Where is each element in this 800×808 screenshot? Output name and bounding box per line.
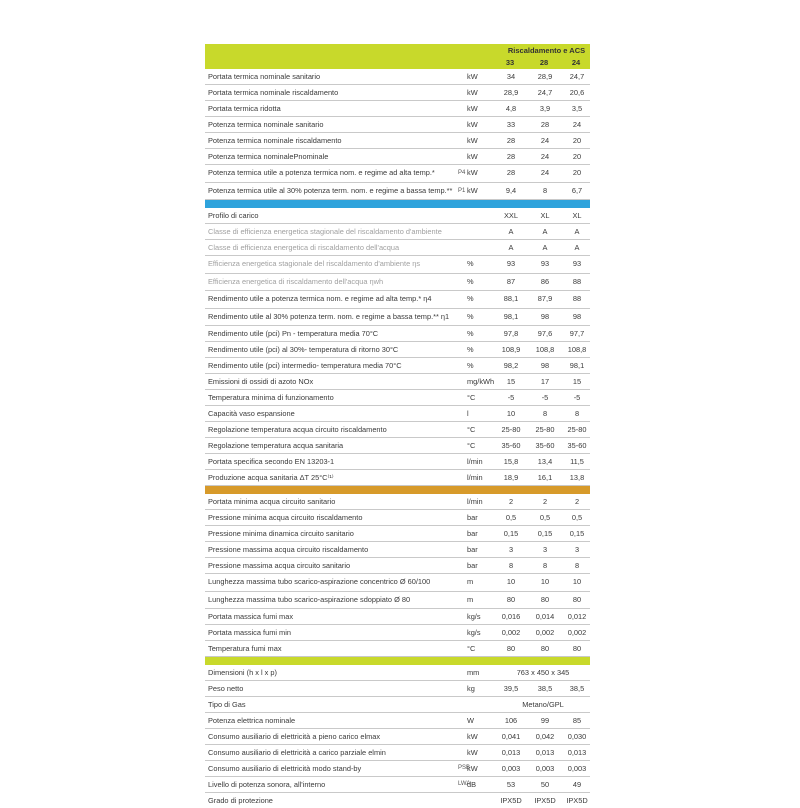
value-33: 25-80	[501, 425, 521, 434]
value-24: 20	[572, 136, 582, 145]
value-28: 80	[540, 644, 550, 653]
row-label: Efficienza energetica stagionale del riscaldamento d'ambiente ηs	[208, 259, 421, 268]
row-unit: °C	[467, 393, 476, 402]
value-33: 98,2	[503, 361, 519, 370]
value-28: 13,4	[537, 457, 553, 466]
value-24: 0,5	[571, 513, 583, 522]
section-divider	[205, 657, 590, 665]
value-28: 80	[540, 594, 550, 604]
row-unit: bar	[467, 529, 478, 538]
value-28: A	[542, 227, 548, 236]
table-row	[205, 592, 590, 610]
table-row	[205, 625, 590, 641]
table-row	[205, 149, 590, 165]
value-33: 97,8	[503, 329, 519, 338]
value-24: 0,002	[567, 628, 587, 637]
table-row	[205, 422, 590, 438]
table-row	[205, 85, 590, 101]
row-label: Pressione minima dinamica circuito sanitario	[208, 529, 354, 538]
row-label: Portata massica fumi max	[208, 612, 294, 621]
row-unit: mg/kWh	[467, 377, 495, 386]
value-24: 11,5	[570, 457, 584, 466]
value-24: 98,1	[569, 361, 585, 370]
row-label: Rendimento utile (pci) al 30%- temperatura di ritorno 30°C	[208, 345, 399, 354]
table-row	[205, 309, 590, 327]
row-symbol: P1	[458, 187, 466, 194]
value-24: 0,013	[567, 748, 587, 757]
table-row	[205, 713, 590, 729]
value-28: 86	[540, 276, 550, 286]
table-row	[205, 526, 590, 542]
row-label: Pressione minima acqua circuito riscaldamento	[208, 513, 363, 522]
value-24: 80	[572, 594, 582, 604]
row-unit: mm	[467, 668, 480, 677]
value-28: 24	[540, 136, 550, 145]
row-unit: kW	[467, 88, 478, 97]
table-header	[205, 44, 590, 69]
value-24: A	[574, 227, 580, 236]
value-28: -5	[541, 393, 549, 402]
value-33: 10	[506, 577, 516, 586]
row-unit: dB	[467, 780, 477, 789]
row-unit: kW	[467, 136, 478, 145]
value-28: A	[542, 243, 548, 252]
table-row	[205, 183, 590, 201]
value-33: 80	[506, 594, 516, 604]
row-label: Capacità vaso espansione	[208, 409, 295, 418]
row-label: Potenza termica nominalePnominale	[208, 152, 329, 161]
row-label: Tipo di Gas	[208, 700, 246, 709]
value-24: 15	[572, 377, 582, 386]
value-24: 20	[572, 152, 582, 161]
table-row	[205, 761, 590, 777]
value-24: 0,15	[569, 529, 585, 538]
value-24: 8	[574, 561, 580, 570]
value-24: 88	[572, 276, 582, 286]
value-28: 10	[540, 577, 550, 586]
value-33: 35-60	[501, 441, 521, 450]
table-row	[205, 494, 590, 510]
value-33: 0,016	[501, 612, 521, 621]
value-33: 28	[506, 152, 516, 161]
table-row	[205, 681, 590, 697]
value-24: A	[574, 243, 580, 252]
table-row	[205, 510, 590, 526]
value-33: 18,9	[503, 473, 519, 482]
section-divider	[205, 486, 590, 494]
table-row	[205, 406, 590, 422]
row-unit: %	[467, 329, 474, 338]
value-33: 2	[508, 497, 514, 506]
value-33: A	[508, 243, 514, 252]
value-24: 13,8	[569, 473, 585, 482]
table-row	[205, 454, 590, 470]
value-28: 8	[542, 409, 548, 418]
row-unit: bar	[467, 513, 478, 522]
value-24: -5	[573, 393, 581, 402]
value-33: 0,013	[501, 748, 521, 757]
value-24: 6,7	[571, 185, 583, 195]
value-24: 49	[572, 780, 582, 789]
row-unit: bar	[467, 545, 478, 554]
row-label: Portata termica nominale riscaldamento	[208, 88, 339, 97]
table-row	[205, 438, 590, 454]
table-row	[205, 165, 590, 183]
table-row	[205, 117, 590, 133]
value-33: 98,1	[503, 311, 519, 321]
row-label: Temperatura fumi max	[208, 644, 282, 653]
table-row	[205, 665, 590, 681]
row-label: Classe di efficienza energetica stagionale del riscaldamento d'ambiente	[208, 227, 442, 236]
row-label: Pressione massima acqua circuito riscaldamento	[208, 545, 369, 554]
row-unit: kW	[467, 72, 478, 81]
value-24: 3	[574, 545, 580, 554]
row-label: Potenza termica nominale sanitario	[208, 120, 324, 129]
table-row	[205, 342, 590, 358]
value-24: 38,5	[569, 684, 585, 693]
table-row	[205, 101, 590, 117]
value-28: 24,7	[537, 88, 553, 97]
row-unit: kW	[467, 168, 478, 177]
value-28: 97,6	[537, 329, 553, 338]
value-24: 80	[572, 644, 582, 653]
value-24: 35-60	[567, 441, 587, 450]
value-24: 0,012	[567, 612, 587, 621]
value-24: 20	[572, 168, 582, 177]
value-33: 9,4	[505, 185, 517, 195]
value-28: 38,5	[537, 684, 553, 693]
value-33: 3	[508, 545, 514, 554]
row-label: Rendimento utile (pci) intermedio- temperatura media 70°C	[208, 361, 402, 370]
row-label: Portata termica ridotta	[208, 104, 281, 113]
table-row	[205, 390, 590, 406]
value-24: 85	[572, 716, 582, 725]
row-label: Classe di efficienza energetica di riscaldamento dell'acqua	[208, 243, 400, 252]
value-33: 28	[506, 136, 516, 145]
value-33: 0,002	[501, 628, 521, 637]
table-row	[205, 574, 590, 592]
table-row	[205, 326, 590, 342]
spec-table	[205, 44, 590, 808]
table-row	[205, 609, 590, 625]
model-28: 28	[539, 58, 549, 67]
value-24: 20,6	[569, 88, 585, 97]
row-unit: m	[467, 594, 474, 604]
value-33: 10	[506, 409, 516, 418]
value-28: 28	[540, 120, 550, 129]
value-33: -5	[507, 393, 515, 402]
row-unit: %	[467, 361, 474, 370]
section-divider	[205, 200, 590, 208]
value-28: 50	[540, 780, 550, 789]
row-label: Emissioni di ossidi di azoto NOx	[208, 377, 314, 386]
table-row	[205, 777, 590, 793]
value-28: 8	[542, 561, 548, 570]
value-33: 0,15	[503, 529, 519, 538]
row-unit: %	[467, 259, 474, 268]
value-28: 0,014	[535, 612, 555, 621]
row-unit: °C	[467, 425, 476, 434]
row-value-all: 763 x 450 x 345	[516, 668, 570, 677]
row-label: Dimensioni (h x l x p)	[208, 668, 277, 677]
value-28: 0,003	[535, 764, 555, 773]
value-33: 53	[506, 780, 516, 789]
table-row	[205, 470, 590, 486]
value-24: 0,030	[567, 732, 587, 741]
row-label: Potenza termica nominale riscaldamento	[208, 136, 342, 145]
row-label: Potenza termica utile al 30% potenza term. nom. e regime a bassa temp.**	[208, 185, 453, 195]
value-28: 87,9	[537, 294, 553, 303]
value-24: 25-80	[567, 425, 587, 434]
value-24: 24,7	[569, 72, 585, 81]
row-unit: kg	[467, 684, 475, 693]
value-24: 108,8	[567, 345, 587, 354]
row-unit: %	[467, 294, 474, 303]
row-unit: %	[467, 345, 474, 354]
row-label: Lunghezza massima tubo scarico-aspirazione sdoppiato Ø 80	[208, 594, 411, 604]
value-24: 3,5	[571, 104, 583, 113]
table-row	[205, 558, 590, 574]
table-row	[205, 745, 590, 761]
value-28: 93	[540, 259, 550, 268]
table-row	[205, 208, 590, 224]
row-label: Rendimento utile al 30% potenza term. nom. e regime a bassa temp.** η1	[208, 311, 450, 321]
table-body	[205, 69, 590, 808]
row-label: Consumo ausiliario di elettricità a carico parziale elmin	[208, 748, 386, 757]
value-33: A	[508, 227, 514, 236]
value-33: 108,9	[501, 345, 521, 354]
row-unit: °C	[467, 441, 476, 450]
value-24: 93	[572, 259, 582, 268]
value-28: 98	[540, 311, 550, 321]
row-unit: l/min	[467, 497, 483, 506]
value-24: 24	[572, 120, 582, 129]
value-28: 108,8	[535, 345, 555, 354]
row-unit: %	[467, 311, 474, 321]
row-label: Lunghezza massima tubo scarico-aspirazione concentrico Ø 60/100	[208, 577, 431, 586]
value-33: 33	[506, 120, 516, 129]
value-28: 25-80	[535, 425, 555, 434]
row-label: Profilo di carico	[208, 211, 259, 220]
value-28: 24	[540, 152, 550, 161]
value-28: 2	[542, 497, 548, 506]
value-33: 0,041	[501, 732, 521, 741]
row-symbol: LWA	[458, 781, 471, 787]
row-unit: kW	[467, 732, 478, 741]
model-24: 24	[571, 58, 581, 67]
table-row	[205, 697, 590, 713]
row-label: Portata massica fumi min	[208, 628, 291, 637]
value-28: 28,9	[537, 72, 553, 81]
value-24: 0,003	[567, 764, 587, 773]
table-row	[205, 729, 590, 745]
value-28: 35-60	[535, 441, 555, 450]
value-24: 10	[572, 577, 582, 586]
row-unit: l/min	[467, 473, 483, 482]
table-row	[205, 69, 590, 85]
value-24: 97,7	[569, 329, 585, 338]
value-28: 17	[540, 377, 550, 386]
value-33: 15,8	[503, 457, 519, 466]
value-33: 106	[504, 716, 518, 725]
row-label: Regolazione temperatura acqua sanitaria	[208, 441, 344, 450]
model-33: 33	[505, 58, 515, 67]
value-24: 98	[572, 311, 582, 321]
value-28: XL	[540, 211, 550, 220]
value-33: 39,5	[503, 684, 519, 693]
table-row	[205, 133, 590, 149]
value-33: 8	[508, 561, 514, 570]
value-33: 28	[506, 168, 516, 177]
value-24: 2	[574, 497, 580, 506]
row-unit: kW	[467, 748, 478, 757]
table-row	[205, 240, 590, 256]
value-28: 0,002	[535, 628, 555, 637]
row-label: Portata specifica secondo EN 13203-1	[208, 457, 335, 466]
row-unit: °C	[467, 644, 476, 653]
value-28: 0,013	[535, 748, 555, 757]
row-value-all: Metano/GPL	[522, 700, 564, 709]
row-unit: kg/s	[467, 612, 481, 621]
value-24: 88	[572, 294, 582, 303]
row-unit: kW	[467, 120, 478, 129]
row-unit: kW	[467, 185, 478, 195]
value-24: XL	[572, 211, 582, 220]
row-label: Regolazione temperatura acqua circuito riscaldamento	[208, 425, 387, 434]
value-28: 0,5	[539, 513, 551, 522]
value-33: 34	[506, 72, 516, 81]
value-28: 99	[540, 716, 550, 725]
value-28: 16,1	[537, 473, 553, 482]
row-label: Potenza termica utile a potenza termica nom. e regime ad alta temp.*	[208, 168, 435, 177]
value-33: 4,8	[505, 104, 517, 113]
row-label: Grado di protezione	[208, 796, 273, 805]
row-unit: m	[467, 577, 474, 586]
value-28: 3,9	[539, 104, 551, 113]
value-28: 8	[542, 185, 548, 195]
value-24: IPX5D	[566, 796, 588, 805]
value-33: IPX5D	[500, 796, 522, 805]
row-label: Rendimento utile a potenza termica nom. e regime ad alta temp.* η4	[208, 294, 432, 303]
value-28: 24	[540, 168, 550, 177]
table-row	[205, 542, 590, 558]
row-symbol: PSB	[458, 765, 471, 771]
value-24: 8	[574, 409, 580, 418]
row-label: Portata termica nominale sanitario	[208, 72, 321, 81]
table-row	[205, 291, 590, 309]
row-label: Peso netto	[208, 684, 244, 693]
row-label: Portata minima acqua circuito sanitario	[208, 497, 336, 506]
table-row	[205, 256, 590, 274]
row-symbol: P4	[458, 170, 466, 176]
value-33: 93	[506, 259, 516, 268]
value-33: 0,003	[501, 764, 521, 773]
value-33: 15	[506, 377, 516, 386]
row-label: Temperatura minima di funzionamento	[208, 393, 334, 402]
value-33: 88,1	[503, 294, 519, 303]
table-row	[205, 641, 590, 657]
row-label: Consumo ausiliario di elettricità a pieno carico elmax	[208, 732, 381, 741]
row-unit: W	[467, 716, 474, 725]
value-33: 0,5	[505, 513, 517, 522]
table-row	[205, 274, 590, 292]
row-label: Pressione massima acqua circuito sanitario	[208, 561, 351, 570]
value-33: XXL	[504, 211, 518, 220]
row-label: Potenza elettrica nominale	[208, 716, 296, 725]
row-unit: bar	[467, 561, 478, 570]
table-row	[205, 374, 590, 390]
row-unit: kW	[467, 152, 478, 161]
value-33: 87	[506, 276, 516, 286]
row-label: Efficienza energetica di riscaldamento dell'acqua ηwh	[208, 276, 384, 286]
value-28: 0,15	[537, 529, 553, 538]
table-row	[205, 224, 590, 240]
table-row	[205, 358, 590, 374]
table-row	[205, 793, 590, 808]
row-unit: kg/s	[467, 628, 481, 637]
value-28: 3	[542, 545, 548, 554]
row-unit: kW	[467, 764, 478, 773]
row-unit: %	[467, 276, 474, 286]
row-label: Rendimento utile (pci) Pn - temperatura media 70°C	[208, 329, 379, 338]
row-unit: kW	[467, 104, 478, 113]
row-label: Consumo ausiliario di elettricità modo stand-by	[208, 764, 362, 773]
group-title: Riscaldamento e ACS	[507, 46, 586, 55]
row-unit: l/min	[467, 457, 483, 466]
row-label: Produzione acqua sanitaria ΔT 25°C⁽¹⁾	[208, 473, 334, 482]
value-33: 28,9	[503, 88, 519, 97]
value-28: IPX5D	[534, 796, 556, 805]
value-28: 98	[540, 361, 550, 370]
value-33: 80	[506, 644, 516, 653]
row-unit: l	[467, 409, 469, 418]
value-28: 0,042	[535, 732, 555, 741]
row-label: Livello di potenza sonora, all'interno	[208, 780, 326, 789]
